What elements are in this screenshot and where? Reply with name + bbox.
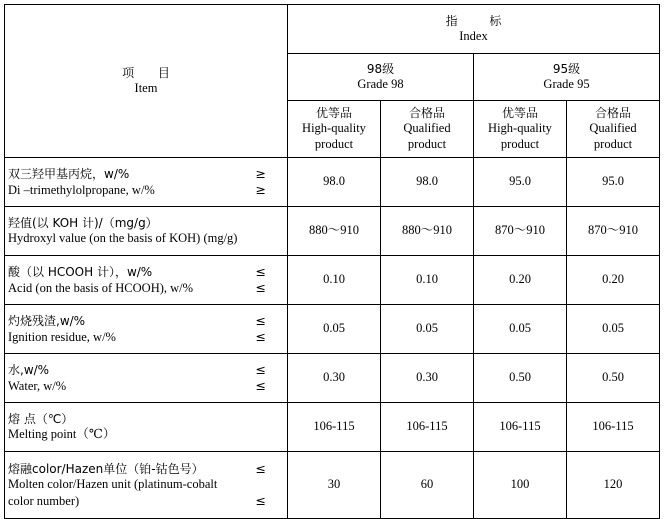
cell-value: 0.30 [381, 354, 474, 403]
cell-value: 0.50 [567, 354, 660, 403]
cell-value: 0.20 [567, 256, 660, 305]
row-item-ditmp-op-cn: ≥ [255, 165, 266, 181]
header-product-98-high-cn: 优等品 [315, 105, 352, 120]
header-product-95-qualified-en2: product [593, 136, 633, 151]
row-item-water-op-en: ≤ [255, 377, 266, 393]
header-item-label-cn: 项 目 [122, 65, 180, 80]
header-grade-95 [474, 54, 660, 101]
header-product-95-qualified [567, 101, 660, 158]
table-row [5, 403, 660, 452]
table-row [5, 158, 660, 207]
row-item-acid [5, 256, 288, 305]
table-row [5, 305, 660, 354]
cell-value: 880～910 [288, 207, 381, 256]
row-item-ignition-residue-en: Ignition residue, w/% [8, 329, 116, 344]
cell-value: 106-115 [567, 403, 660, 452]
row-item-ignition-residue-op-cn: ≤ [255, 312, 266, 328]
header-grade-95-cn: 95级 [552, 61, 581, 76]
cell-value: 0.05 [381, 305, 474, 354]
header-product-98-high-en2: product [314, 136, 354, 151]
header-product-95-qualified-cn: 合格品 [595, 105, 632, 120]
header-product-95-high-en1: High-quality [488, 120, 552, 135]
row-item-melting-point-cn: 熔 点（℃） [8, 411, 74, 426]
row-item-molten-color-en: Molten color/Hazen unit (platinum-cobalt [8, 476, 218, 491]
cell-value: 60 [381, 452, 474, 519]
row-item-ditmp-op-en: ≥ [255, 181, 266, 197]
header-product-95-qualified-en1: Qualified [589, 120, 637, 135]
table-row [5, 452, 660, 519]
row-item-ignition-residue-cn: 灼烧残渣,w/% [8, 313, 86, 328]
header-index-label-cn: 指 标 [445, 13, 516, 28]
row-item-water-en: Water, w/% [8, 378, 67, 393]
header-product-98-qualified-en1: Qualified [403, 120, 451, 135]
row-item-acid-cn: 酸（以 HCOOH 计），w/% [8, 264, 153, 279]
row-item-melting-point [5, 403, 288, 452]
header-product-98-high-en1: High-quality [302, 120, 366, 135]
row-item-ignition-residue [5, 305, 288, 354]
header-product-98-high [288, 101, 381, 158]
cell-value: 0.05 [474, 305, 567, 354]
table-row [5, 207, 660, 256]
cell-value: 95.0 [474, 158, 567, 207]
cell-value: 0.10 [288, 256, 381, 305]
row-item-molten-color-op-en2: ≤ [255, 492, 266, 508]
cell-value: 0.05 [288, 305, 381, 354]
row-item-water-op-cn: ≤ [255, 361, 266, 377]
row-item-acid-en: Acid (on the basis of HCOOH), w/% [8, 280, 194, 295]
cell-value: 30 [288, 452, 381, 519]
cell-value: 0.50 [474, 354, 567, 403]
header-product-95-high-en2: product [500, 136, 540, 151]
row-item-hydroxyl-cn: 羟值(以 KOH 计)/（mg/g） [8, 215, 158, 230]
row-item-molten-color [5, 452, 288, 519]
cell-value: 98.0 [381, 158, 474, 207]
row-item-melting-point-en: Melting point（℃） [8, 426, 116, 441]
row-item-hydroxyl [5, 207, 288, 256]
cell-value: 106-115 [288, 403, 381, 452]
header-product-98-qualified-en2: product [407, 136, 447, 151]
cell-value: 0.20 [474, 256, 567, 305]
row-item-molten-color-op-cn: ≤ [255, 460, 266, 476]
header-item-cell [5, 5, 288, 158]
cell-value: 880～910 [381, 207, 474, 256]
header-grade-98 [288, 54, 474, 101]
row-item-ignition-residue-op-en: ≤ [255, 328, 266, 344]
header-grade-98-cn: 98级 [366, 61, 395, 76]
cell-value: 870～910 [567, 207, 660, 256]
header-index-label-en: Index [459, 28, 488, 43]
table-row [5, 354, 660, 403]
table-header-row-index [5, 5, 660, 54]
cell-value: 98.0 [288, 158, 381, 207]
header-product-95-high-cn: 优等品 [501, 105, 538, 120]
cell-value: 0.10 [381, 256, 474, 305]
row-item-ditmp-cn: 双三羟甲基丙烷，w/% [8, 166, 130, 181]
row-item-ditmp-en: Di –trimethylolpropane, w/% [8, 182, 155, 197]
row-item-molten-color-cn: 熔融color/Hazen单位（铂-钴色号） [8, 461, 204, 476]
header-index-cell [288, 5, 660, 54]
table-row [5, 256, 660, 305]
header-product-98-qualified [381, 101, 474, 158]
row-item-water [5, 354, 288, 403]
header-product-95-high [474, 101, 567, 158]
row-item-acid-op-cn: ≤ [255, 263, 266, 279]
cell-value: 106-115 [474, 403, 567, 452]
specification-table [4, 4, 660, 519]
header-item-label-en: Item [134, 80, 158, 95]
cell-value: 120 [567, 452, 660, 519]
header-product-98-qualified-cn: 合格品 [408, 105, 445, 120]
row-item-molten-color-en2: color number) [8, 493, 80, 508]
row-item-acid-op-en: ≤ [255, 279, 266, 295]
cell-value: 0.05 [567, 305, 660, 354]
cell-value: 100 [474, 452, 567, 519]
cell-value: 0.30 [288, 354, 381, 403]
cell-value: 106-115 [381, 403, 474, 452]
cell-value: 870～910 [474, 207, 567, 256]
cell-value: 95.0 [567, 158, 660, 207]
header-grade-98-en: Grade 98 [357, 76, 404, 91]
row-item-hydroxyl-en: Hydroxyl value (on the basis of KOH) (mg/g) [8, 230, 238, 245]
header-grade-95-en: Grade 95 [543, 76, 590, 91]
row-item-water-cn: 水,w/% [8, 362, 50, 377]
row-item-ditmp [5, 158, 288, 207]
